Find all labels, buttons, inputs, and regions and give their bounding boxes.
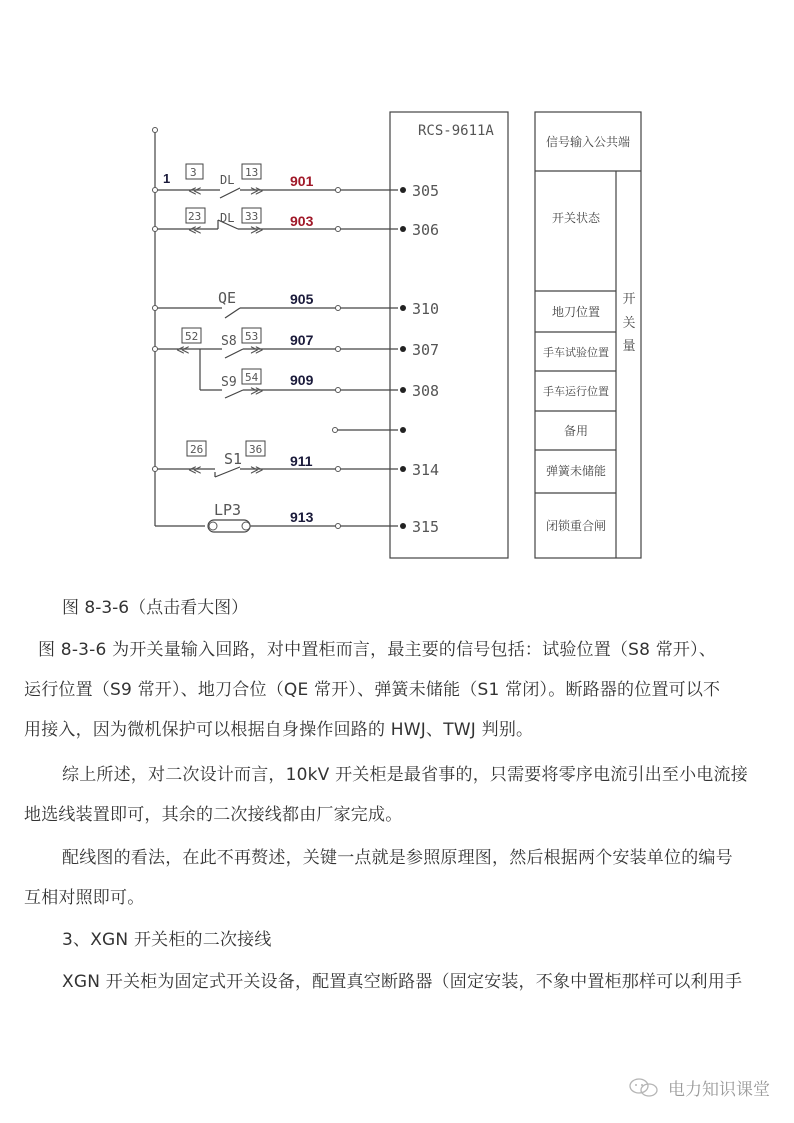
figure-caption[interactable]: 图 8-3-6（点击看大图）: [62, 598, 249, 618]
watermark: [628, 1075, 770, 1100]
svg-text:≫: ≫: [250, 384, 264, 399]
text-line: 用接入，因为微机保护可以根据自身操作回路的 HWJ、TWJ 判别。: [24, 720, 534, 740]
svg-text:≫: ≫: [250, 184, 264, 199]
table-cell: 手车运行位置: [543, 385, 609, 398]
box-label: 23: [188, 210, 202, 223]
svg-text:≪: ≪: [188, 463, 202, 478]
switch-label: DL: [220, 173, 235, 187]
svg-text:≫: ≫: [250, 343, 264, 358]
section-heading: [24, 920, 774, 960]
table-cell: 手车试验位置: [543, 346, 609, 359]
side-label-char: 量: [622, 339, 636, 354]
table-cell: 地刀位置: [551, 305, 601, 319]
box-label: 54: [245, 371, 259, 384]
watermark-text: 电力知识课堂: [668, 1080, 770, 1100]
terminal-number: 306: [412, 221, 440, 239]
side-label-char: 关: [622, 316, 636, 331]
heading-text: 3、XGN 开关柜的二次接线: [62, 930, 272, 950]
wire-number: 911: [290, 453, 313, 469]
table-header: 信号输入公共端: [545, 135, 631, 149]
text-line: XGN 开关柜为固定式开关设备，配置真空断路器（固定安装，不象中置柜那样可以利用手: [62, 972, 743, 992]
side-label-char: 开: [622, 292, 636, 307]
terminal-number: 307: [412, 341, 440, 359]
bus-label: 1: [163, 171, 171, 186]
text-line: 地选线装置即可，其余的二次接线都由厂家完成。: [24, 805, 403, 825]
terminal-number: 310: [412, 300, 440, 318]
paragraph-4: [24, 962, 774, 1002]
box-label: 26: [190, 443, 204, 456]
box-label: 3: [190, 166, 197, 179]
switch-label: S1: [224, 450, 243, 468]
paragraph-3: [24, 838, 774, 918]
wechat-icon: [628, 1077, 660, 1099]
terminal-number: 305: [412, 182, 440, 200]
switch-label: LP3: [214, 501, 242, 519]
terminal-number: 314: [412, 461, 440, 479]
text-line: 运行位置（S9 常开）、地刀合位（QE 常开）、弹簧未储能（S1 常闭）。断路器的位置可以不: [24, 680, 721, 700]
switch-label: S9: [221, 375, 237, 390]
svg-text:≪: ≪: [188, 184, 202, 199]
box-label: 13: [245, 166, 259, 179]
box-label: 36: [249, 443, 263, 456]
table-cell: 开关状态: [551, 211, 601, 225]
svg-text:≪: ≪: [176, 343, 190, 358]
terminal-number: 315: [412, 518, 440, 536]
wire-number: 909: [290, 372, 314, 388]
box-label: 33: [245, 210, 259, 223]
box-label: 53: [245, 330, 259, 343]
paragraph-2: [24, 755, 774, 835]
text-line: 互相对照即可。: [24, 888, 145, 908]
wire-number: 903: [290, 213, 314, 229]
paragraph-1: [24, 630, 774, 750]
text-line: 配线图的看法，在此不再赘述，关键一点就是参照原理图，然后根据两个安装单位的编号: [62, 848, 733, 868]
switch-label: QE: [218, 289, 237, 307]
svg-text:≫: ≫: [250, 463, 264, 478]
wire-number: 907: [290, 332, 314, 348]
switch-label: DL: [220, 211, 235, 225]
svg-text:≪: ≪: [188, 223, 202, 238]
text-line: 图 8-3-6 为开关量输入回路，对中置柜而言，最主要的信号包括：试验位置（S8 常开）、: [38, 640, 717, 660]
wire-number: 901: [290, 173, 314, 189]
terminal-number: 308: [412, 382, 440, 400]
device-label: RCS-9611A: [418, 123, 494, 139]
svg-text:≫: ≫: [250, 223, 264, 238]
table-cell: 备用: [563, 424, 589, 438]
table-cell: 闭锁重合闸: [545, 519, 607, 533]
wire-number: 905: [290, 291, 314, 307]
text-line: 综上所述，对二次设计而言，10kV 开关柜是最省事的，只需要将零序电流引出至小电流接: [62, 765, 748, 785]
table-cell: 弹簧未储能: [545, 464, 607, 478]
wire-number: 913: [290, 509, 314, 525]
switch-label: S8: [221, 334, 237, 349]
box-label: 52: [185, 330, 199, 343]
